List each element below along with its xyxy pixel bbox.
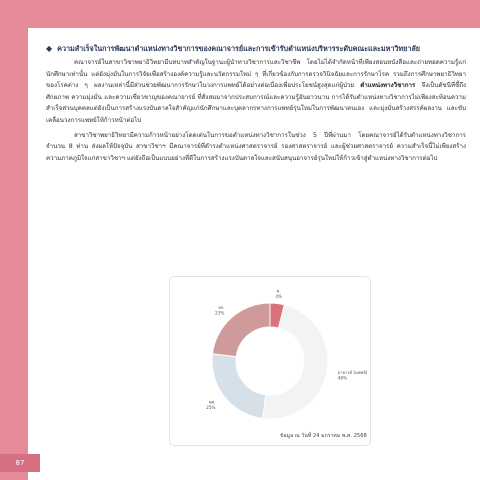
source-note: ข้อมูล ณ วันที่ 24 มกราคม พ.ศ. 2568 <box>280 433 367 439</box>
left-margin-strip <box>0 0 28 480</box>
slice-value-2: 25% <box>206 404 216 410</box>
diamond-bullet-icon: ◆ <box>46 44 53 53</box>
donut-slice-2 <box>212 354 266 419</box>
paragraph-1 <box>46 57 466 127</box>
paragraph-1-bold: ตำแหน่งทางวิชาการ <box>360 82 416 90</box>
slice-label-0: ศ. <box>276 288 281 294</box>
paragraph-1-part-b: จึงเป็นดัชนีที่ชี้ถึงศักยภาพ ความมุ่งมั่น และความเชี่ยวชาญของคณาจารย์ ที่สั่งสมมาจากประสบการณ์และความรู้อันยาวนาน การได้รับตำแหน่งทางวิชาการไม่เพียงสะท้อนความสำเร็จส่วนบุคคลแต่ยังเป็นการสร้างแรงบันดาลใจสำคัญแก่นักศึกษาและบุคลากรทางการแพทย์รุ่นใหม่ในการพัฒนาตนเอง และมุ่งมั่นสร้างสรรค์ผลงาน และขับเคลื่อนวงการแพทย์ให้ก้าวหน้าต่อไป <box>46 82 466 124</box>
donut-chart-card <box>169 276 371 446</box>
paragraph-1-part-a: คณาจารย์ในสาขาวิชาพยาธิวิทยามีบทบาทสำคัญในฐานะผู้นำทางวิชาการและวิชาชีพ โดยไม่ได้จำกัดหน้าที่เพียงสอนหนังสือและถ่ายทอดความรู้แก่นักศึกษาเท่านั้น แต่ยังมุ่งมั่นในการวิจัยเพื่อสร้างองค์ความรู้และนวัตกรรมใหม่ ๆ ที่เกี่ยวข้องกับการตรวจวินิจฉัยและการรักษาโรค รวมถึงการศึกษาพยาธิวิทยาของโรคต่าง ๆ ผลงานเหล่านี้มีส่วนช่วยพัฒนาการรักษาในวงการแพทย์ได้อย่างต่อเนื่องเพื่อประโยชน์สูงสุดแก่ผู้ป่วย <box>46 59 466 90</box>
page-number: 87 <box>0 454 40 472</box>
donut-chart <box>170 277 370 445</box>
slice-value-0: 4% <box>275 294 282 300</box>
slice-label-2: ผศ. <box>209 399 216 405</box>
content-area <box>46 44 466 164</box>
section-heading-text: ความสำเร็จในการพัฒนาตำแหน่งทางวิชาการของคณาจารย์และการเข้ารับตำแหน่งบริหารระดับคณะและมหาวิทยาลัย <box>57 44 420 53</box>
slice-value-3: 23% <box>215 310 225 316</box>
slice-label-1: อาจารย์ (แพทย์) <box>337 369 368 375</box>
slice-label-3: รศ. <box>218 305 225 311</box>
slice-value-1: 48% <box>337 375 348 381</box>
section-heading <box>46 44 466 54</box>
document-page <box>28 28 480 480</box>
paragraph-2: สาขาวิชาพยาธิวิทยามีความก้าวหน้าอย่างโดดเด่นในการขอตำแหน่งทางวิชาการในช่วง 5 ปีที่ผ่านมา โดยคณาจารย์ได้รับตำแหน่งทางวิชาการ จำนวน 8 ท่าน ส่งผลให้ปัจจุบัน สาขาวิชาฯ มีคณาจารย์ที่ดำรงตำแหน่งศาสตราจารย์ รองศาสตราจารย์ และผู้ช่วยศาสตราจารย์ ความสำเร็จนี้ไม่เพียงสร้างความภาคภูมิใจแก่สาขาวิชาฯ แต่ยังถือเป็นแบบอย่างที่ดีในการสร้างแรงบันดาลใจและสนับสนุนอาจารย์รุ่นใหม่ให้ก้าวเข้าสู่ตำแหน่งทางวิชาการต่อไป <box>46 131 466 162</box>
